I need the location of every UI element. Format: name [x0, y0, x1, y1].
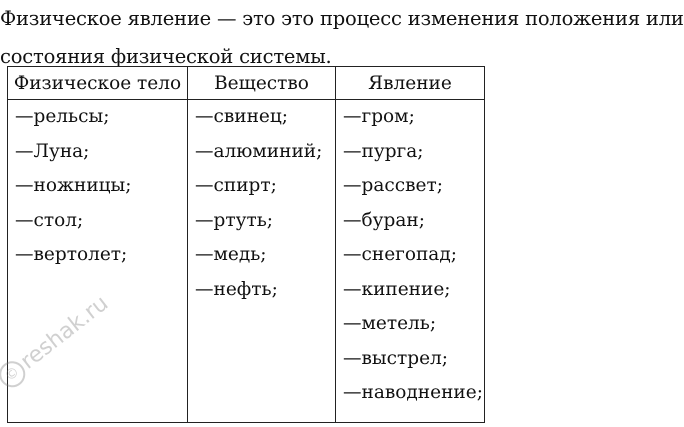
header-physical-body: Физическое тело	[8, 67, 188, 100]
column-physical-bodies	[8, 100, 188, 423]
list-item: —вертолет;	[15, 244, 128, 265]
list-item: —нефть;	[195, 278, 278, 300]
list-item: —ножницы;	[15, 175, 132, 196]
list-item: —стол;	[15, 209, 84, 231]
table-header-row	[8, 67, 485, 100]
substances-list	[195, 106, 335, 313]
list-item: —пурга;	[343, 140, 424, 162]
table-row	[8, 100, 485, 423]
list-item: —выстрел;	[343, 347, 449, 369]
column-phenomena	[336, 100, 485, 423]
list-item: —кипение;	[343, 278, 451, 300]
list-item: —метель;	[343, 313, 437, 334]
list-item: —наводнение;	[343, 382, 483, 403]
phenomena-list	[343, 106, 484, 417]
column-substances	[188, 100, 336, 423]
watermark-text: reshak.ru	[16, 290, 114, 375]
list-item: —Луна;	[15, 140, 90, 162]
list-item: —снегопад;	[343, 244, 457, 265]
copyright-icon: ©	[0, 356, 30, 392]
list-item: —спирт;	[195, 175, 277, 196]
list-item: —рассвет;	[343, 175, 443, 196]
classification-table	[7, 66, 485, 423]
list-item: —гром;	[343, 106, 415, 127]
list-item: —медь;	[195, 244, 267, 265]
physical-bodies-list	[15, 106, 187, 279]
list-item: —рельсы;	[15, 106, 110, 127]
list-item: —буран;	[343, 209, 425, 231]
definition-line-2: состояния физической системы.	[0, 45, 332, 68]
list-item: —свинец;	[195, 106, 289, 127]
list-item: —ртуть;	[195, 209, 274, 231]
header-phenomenon: Явление	[336, 67, 485, 100]
header-substance: Вещество	[188, 67, 336, 100]
definition-paragraph	[0, 0, 684, 76]
list-item: —алюминий;	[195, 140, 323, 162]
definition-line-1: Физическое явление — это это процесс изменения положения или	[0, 7, 684, 30]
